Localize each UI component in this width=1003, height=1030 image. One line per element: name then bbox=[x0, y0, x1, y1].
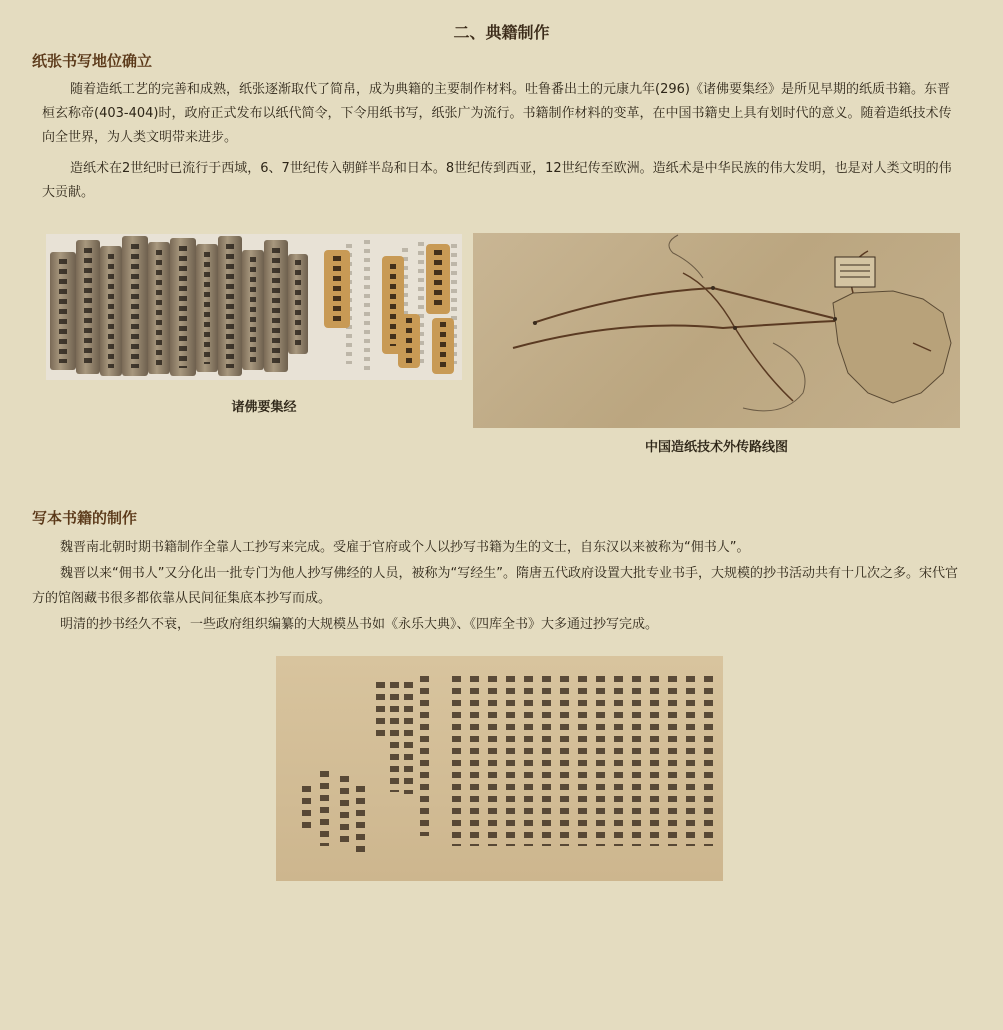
paragraph: 魏晋以来“佣书人”又分化出一批专门为他人抄写佛经的人员，被称为“写经生”。隋唐五代政府设置大批专业书手，大规模的抄书活动共有十几次之多。宋代官方的馆阁藏书很多都依靠从民间征集底本抄写而成。 bbox=[32, 566, 958, 606]
heading-manuscript-books: 写本书籍的制作 bbox=[32, 509, 138, 527]
paragraph: 明清的抄书经久不衰，一些政府组织编纂的大规模丛书如《永乐大典》、《四库全书》大多通过抄写完成。 bbox=[60, 617, 659, 632]
manuscript-fragments-image bbox=[46, 234, 462, 380]
image-caption: 中国造纸技术外传路线图 bbox=[644, 440, 788, 455]
paragraph: 随着造纸工艺的完善和成熟，纸张逐渐取代了简帛，成为典籍的主要制作材料。吐鲁番出土的元康九年(296)《诸佛要集经》是所见早期的纸质书籍。东晋桓玄称帝(403-404)时，政府正式发布以纸代简令，下令用纸书写，纸张广为流行。书籍制作材料的变革，在中国书籍史上具有划时代的意义。随着造纸技术传向全世界，为人类文明带来进步。 bbox=[42, 82, 952, 145]
paragraph: 魏晋南北朝时期书籍制作全靠人工抄写来完成。受雇于官府或个人以抄写书籍为生的文士，自东汉以来被称为“佣书人”。 bbox=[60, 540, 750, 555]
heading-paper-writing: 纸张书写地位确立 bbox=[32, 52, 153, 70]
map-image bbox=[473, 233, 960, 428]
paragraph: 造纸术在2世纪时已流行于西域，6、7世纪传入朝鲜半岛和日本。8世纪传到西亚，12世纪传至欧洲。造纸术是中华民族的伟大发明，也是对人类文明的伟大贡献。 bbox=[42, 161, 952, 200]
handwritten-scroll-image bbox=[276, 656, 723, 881]
image-caption: 诸佛要集经 bbox=[231, 400, 297, 415]
section-title: 二、典籍制作 bbox=[453, 23, 550, 42]
